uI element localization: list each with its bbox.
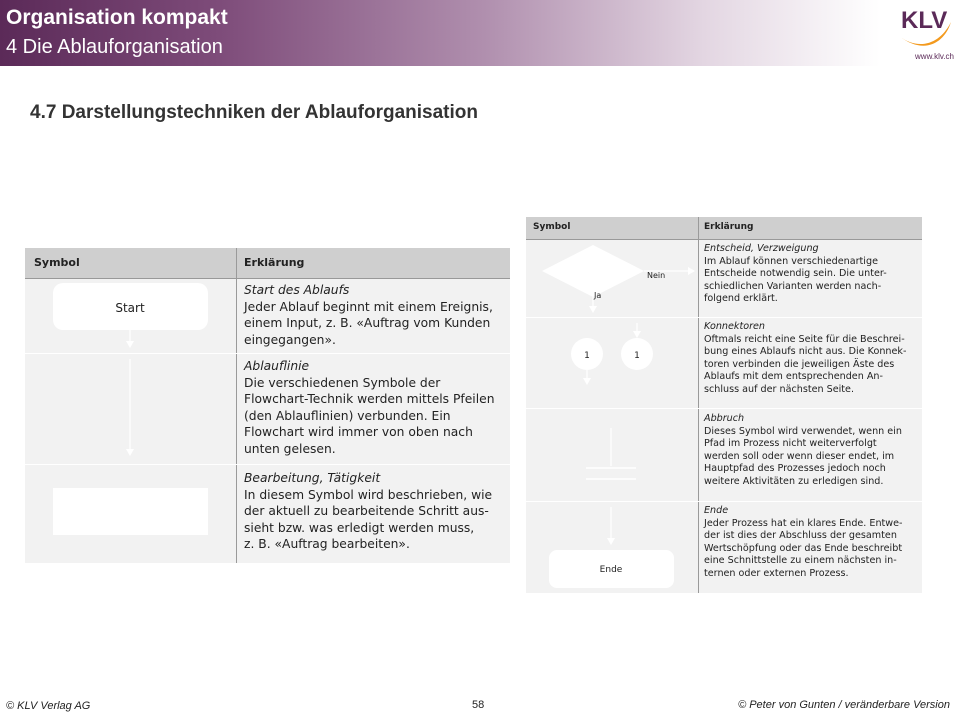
row-description: Dieses Symbol wird verwendet, wenn ein Pfad im Prozess nicht weiterverfolgt werden soll oder wenn dieser endet, im Hauptpfad des Prozesses jedoch noch weitere Aktivitäten zu erledigen sind.: [704, 425, 902, 487]
row-heading: Start des Ablaufs: [244, 283, 350, 297]
arrow-head: [126, 449, 134, 456]
row-heading: Bearbeitung, Tätigkeit: [244, 471, 381, 485]
symbol-table-right: [526, 217, 922, 593]
logo-text: KLV: [901, 7, 948, 34]
decision-no-label: Nein: [647, 271, 666, 280]
col-explanation-header: Erklärung: [244, 256, 305, 269]
row-start-text: [244, 282, 506, 348]
footer-copyright: © KLV Verlag AG: [6, 700, 91, 712]
row-description: Im Ablauf können verschiedenartige Entscheide notwendig sein. Die unter- schiedlichen Varianten werden nach- folgend erklärt.: [704, 255, 887, 305]
arrow-head: [633, 331, 641, 338]
row-description: Die verschiedenen Symbole der Flowchart-Technik werden mittels Pfeilen (den Ablauflinien) verbunden. Ein Flowchart wird immer von oben nach unten gelesen.: [244, 375, 495, 456]
symbol-table-left: [25, 248, 510, 563]
row-end-text: [704, 505, 918, 581]
header-title: Organisation kompakt: [6, 6, 228, 29]
footer-author: © Peter von Gunten / veränderbare Version: [738, 699, 950, 711]
header-subtitle: 4 Die Ablauforganisation: [6, 36, 223, 58]
row-heading: Ende: [704, 505, 729, 516]
row-heading: Konnektoren: [704, 321, 765, 332]
row-heading: Abbruch: [704, 413, 745, 424]
row-heading: Ablauflinie: [244, 359, 310, 373]
flowchart-symbols-right: [526, 217, 698, 593]
arrow-head: [126, 341, 134, 348]
row-heading: Entscheid, Verzweigung: [704, 243, 819, 254]
end-symbol-label: Ende: [599, 565, 623, 575]
row-description: Oftmals reicht eine Seite für die Beschrei- bung eines Ablaufs nicht aus. Die Konnek- toren verbinden die jeweiligen Äste des Ablaufs mit dem entsprechenden An- schluss auf der nächsten Seite.: [704, 333, 907, 395]
row-flowline-text: [244, 358, 506, 458]
row-description: In diesem Symbol wird beschrieben, wie der aktuell zu bearbeitende Schritt aus- sieht bzw. was erledigt werden muss, z. B. «Auftrag bearbeiten».: [244, 487, 493, 552]
column-divider: [236, 248, 237, 563]
process-symbol: [53, 488, 208, 535]
row-decision-text: [704, 243, 918, 306]
start-symbol-label: Start: [115, 301, 145, 315]
connector-left-label: 1: [584, 351, 590, 361]
connector-right-label: 1: [634, 351, 640, 361]
row-connector-text: [704, 321, 918, 397]
slide-title: 4.7 Darstellungstechniken der Ablauforganisation: [30, 102, 479, 123]
footer-page-number: 58: [472, 699, 485, 711]
flowchart-symbols-left: [25, 248, 236, 563]
col-explanation-header: Erklärung: [704, 222, 754, 232]
arrow-head: [589, 306, 597, 313]
arrow-head: [607, 538, 615, 545]
logo-url: www.klv.ch: [915, 52, 954, 61]
row-description: Jeder Ablauf beginnt mit einem Ereignis, einem Input, z. B. «Auftrag vom Kunden eingegangen».: [244, 299, 493, 347]
column-divider: [698, 217, 699, 593]
col-symbol-header: Symbol: [533, 222, 571, 232]
arrow-head: [583, 378, 591, 385]
decision-yes-label: Ja: [594, 291, 602, 300]
row-abort-text: [704, 413, 918, 489]
arrow-head: [688, 267, 695, 275]
col-symbol-header: Symbol: [34, 256, 80, 269]
row-description: Jeder Prozess hat ein klares Ende. Entwe- der ist dies der Abschluss der gesamten Wertschöpfung oder das Ende beschreibt eine Schnittstelle zu einem nächsten in- ternen oder externen Prozess.: [704, 517, 903, 579]
row-process-text: [244, 470, 506, 553]
decision-symbol: [542, 245, 644, 297]
